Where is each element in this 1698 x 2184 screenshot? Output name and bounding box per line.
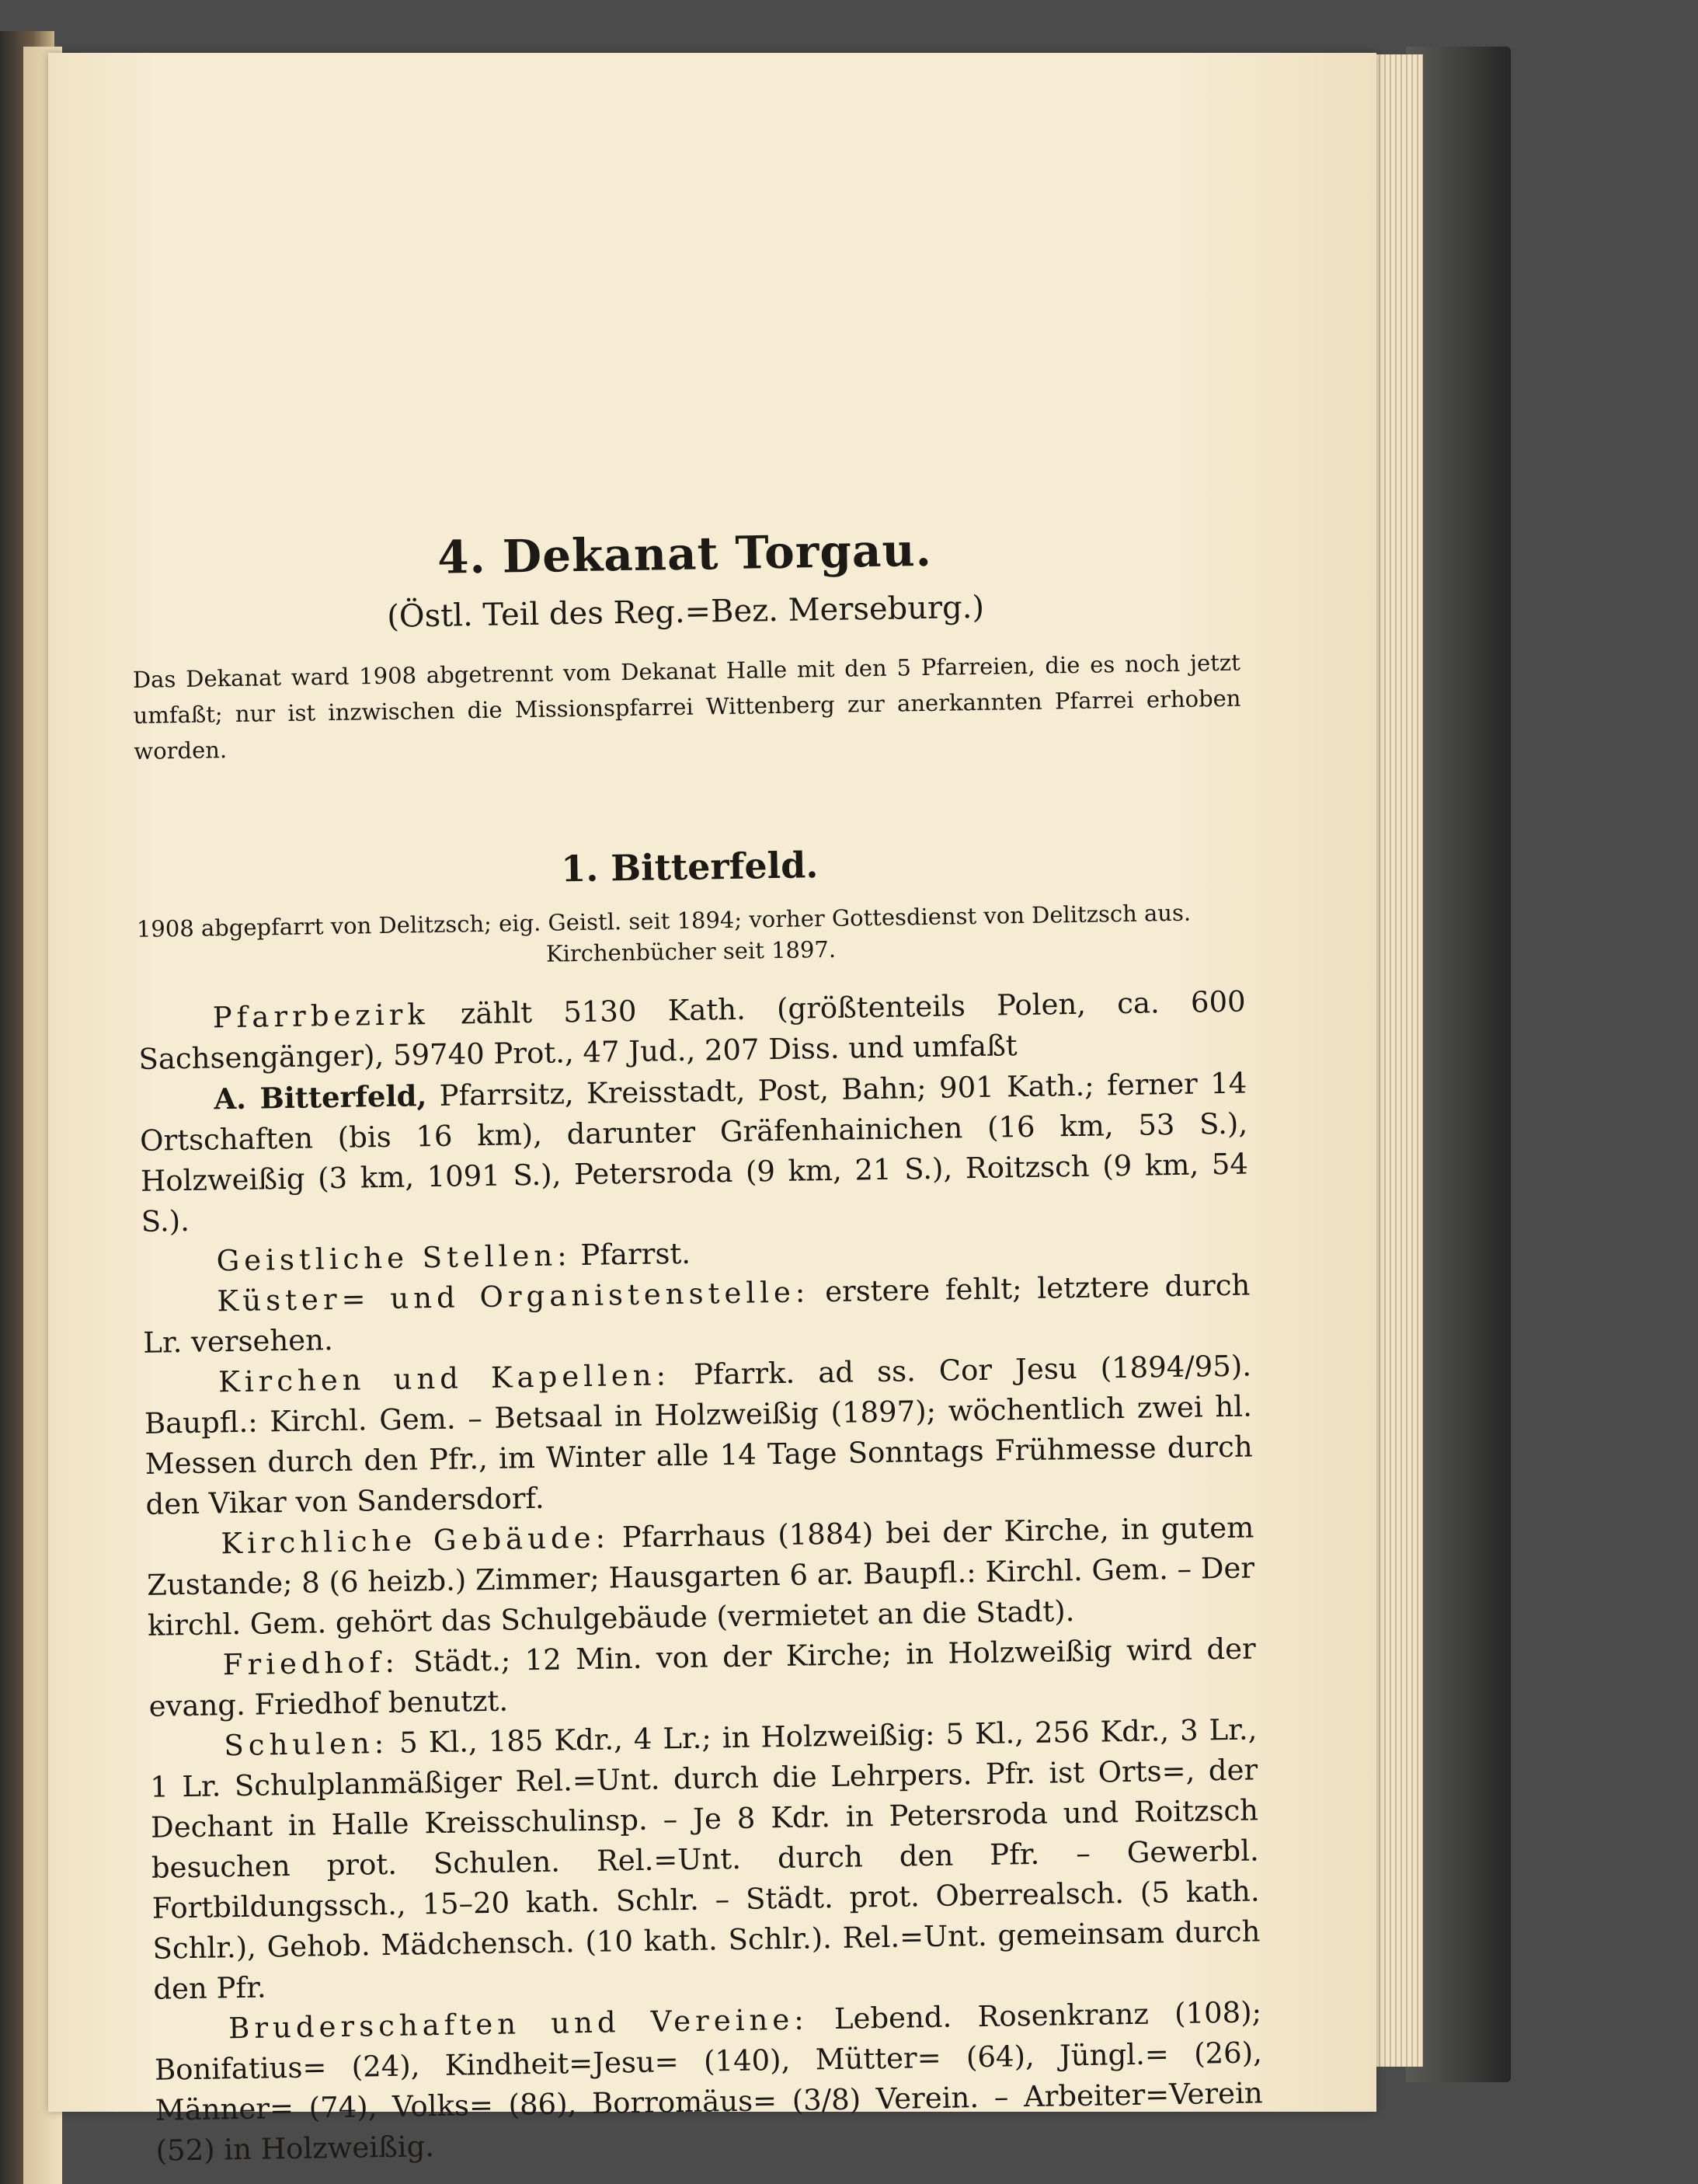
paragraph-schulen: [149, 1709, 1261, 2009]
paragraph-vereine: [154, 1992, 1264, 2171]
text-kirchen: Pfarrk. ad ss. Cor Jesu (1894/95). Baupfl.: Kirchl. Gem. – Betsaal in Holzweißig (1897); wöchentlich zwei hl. Messen durch den Pfr., im Winter alle 14 Tage Sonntags Frühmesse durch den Vikar von Sandersdorf.: [144, 1349, 1253, 1521]
label-bitterfeld: A. Bitterfeld,: [214, 1078, 427, 1116]
page-title: 4. Dekanat Torgau.: [437, 523, 933, 584]
page-stack-edges: [1375, 54, 1423, 2067]
section-title: 1. Bitterfeld.: [560, 844, 819, 890]
section-note-line2: Kirchenbücher seit 1897.: [545, 935, 837, 967]
label-friedhof: Friedhof:: [222, 1645, 400, 1682]
label-kuester: Küster= und Organistenstelle:: [217, 1275, 810, 1318]
paragraph-bitterfeld: [139, 1063, 1249, 1242]
label-schulen: Schulen:: [224, 1726, 389, 1763]
text-friedhof: Städt.; 12 Min. von der Kirche; in Holzweißig wird der evang. Friedhof benutzt.: [148, 1632, 1257, 1723]
text-gebaeude: Pfarrhaus (1884) bei der Kirche, in gutem Zustande; 8 (6 heizb.) Zimmer; Hausgarten 6 ar. Baupfl.: Kirchl. Gem. – Der kirchl. Gem. gehört das Schulgebäude (vermietet an die Stadt).: [146, 1510, 1255, 1642]
paragraph-kirchen: [144, 1346, 1254, 1524]
intro-paragraph: Das Dekanat ward 1908 abgetrennt vom Dekanat Halle mit den 5 Pfarreien, die es noch jetzt umfaßt; nur ist inzwischen die Missionspfarrei Wittenberg zur anerkannten Pfarrei erhoben worden.: [132, 649, 1241, 765]
section-note: [137, 897, 1245, 976]
label-kirchen: Kirchen und Kapellen:: [217, 1358, 671, 1399]
text-bitterfeld: Pfarrsitz, Kreisstadt, Post, Bahn; 901 Kath.; ferner 14 Ortschaften (bis 16 km), darunter Gräfenhainichen (16 km, 53 S.), Holzweißig (3 km, 1091 S.), Petersroda (9 km, 21 S.), Roitzsch (9 km, 54 S.).: [139, 1066, 1249, 1238]
label-gebaeude: Kirchliche Gebäude:: [221, 1520, 611, 1561]
label-pfarrbezirk: Pfarrbezirk: [212, 998, 430, 1035]
text-schulen: 5 Kl., 185 Kdr., 4 Lr.; in Holzweißig: 5 Kl., 256 Kdr., 3 Lr., 1 Lr. Schulplanmäßiger Rel.=Unt. durch die Lehrpers. Pfr. ist Orts=, der Dechant in Halle Kreisschulinsp. – Je 8 Kdr. in Petersroda und Roitzsch besuchen prot. Schulen. Rel.=Unt. durch den Pfr. – Gewerbl. Fortbildungssch., 15–20 kath. Schlr. – Städt. prot. Oberrealsch. (5 kath. Schlr.), Gehob. Mädchensch. (10 kath. Schlr.). Rel.=Unt. gemeinsam durch den Pfr.: [149, 1712, 1261, 2006]
text-vereine: Lebend. Rosenkranz (108); Bonifatius= (24), Kindheit=Jesu= (140), Mütter= (64), Jüngl.= (26), Männer= (74), Volks= (86), Borromäus= (3/8) Verein. – Arbeiter=Verein (52) in Holzweißig.: [154, 1995, 1263, 2168]
text-kuester: erstere fehlt; letztere durch Lr. versehen.: [142, 1268, 1251, 1360]
paragraph-gebaeude: [146, 1507, 1255, 1646]
page-subtitle: (Östl. Teil des Reg.=Bez. Merseburg.): [386, 589, 985, 635]
label-geistliche-stellen: Geistliche Stellen:: [216, 1238, 572, 1278]
text-column: [130, 519, 1264, 2172]
text-pfarrbezirk: zählt 5130 Kath. (größtenteils Polen, ca. 600 Sachsengänger), 59740 Prot., 47 Jud., 207 Diss. und umfaßt: [138, 984, 1246, 1076]
text-geistliche-stellen: Pfarrst.: [571, 1236, 691, 1273]
section-note-line1: 1908 abgepfarrt von Delitzsch; eig. Geistl. seit 1894; vorher Gottesdienst von Delitzsch aus.: [136, 899, 1192, 942]
label-vereine: Bruderschaften und Vereine:: [228, 2002, 809, 2046]
